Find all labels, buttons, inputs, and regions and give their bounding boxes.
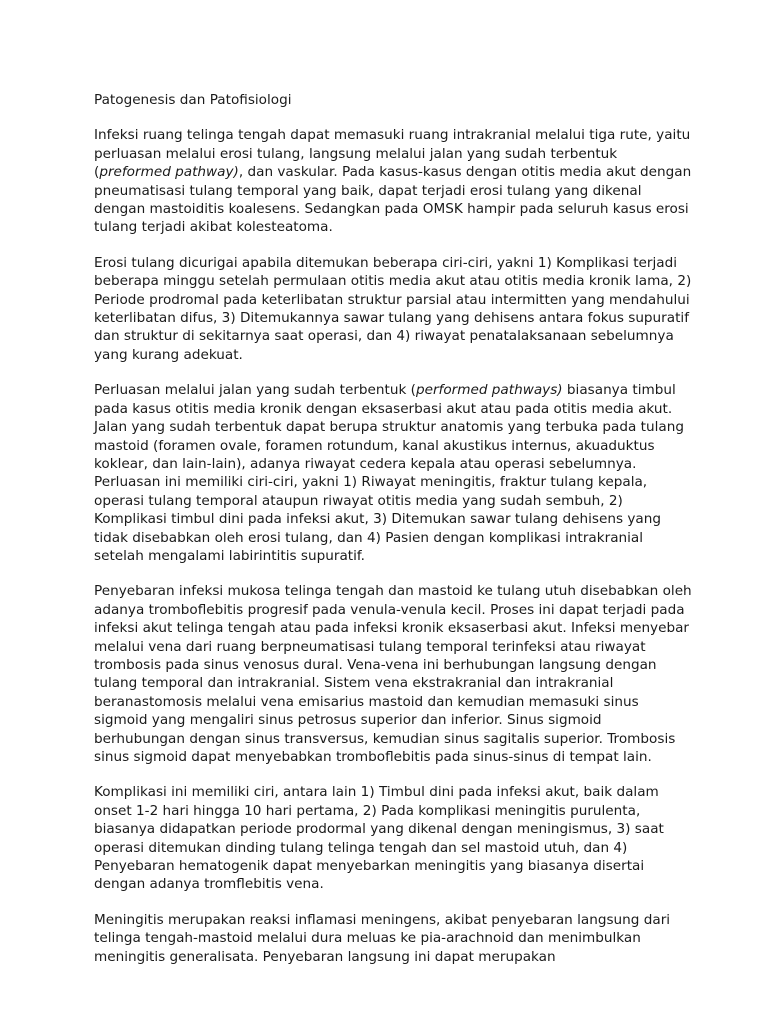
paragraph-text: biasanya timbul pada kasus otitis media kronik dengan eksaserbasi akut atau pada otitis media akut. Jalan yang sudah terbentuk dapat berupa struktur anatomis yang terbuka pada tulang mastoid (foramen ovale, foramen rotundum, kanal akustikus internus, akuaduktus koklear, dan lain-lain), adanya riwayat cedera kepala atau operasi sebelumnya. Perluasan ini memiliki ciri-ciri, yakni 1) Riwayat meningitis, fraktur tulang kepala, operasi tulang temporal ataupun riwayat otitis media yang sudah sembuh, 2) Komplikasi timbul dini pada infeksi akut, 3) Ditemukan sawar tulang dehisens yang tidak disebabkan oleh erosi tulang, dan 4) Pasien dengan komplikasi intrakranial setelah mengalami labirintitis supuratif. — [94, 382, 684, 564]
paragraph-meningitis: Meningitis merupakan reaksi inflamasi meningens, akibat penyebaran langsung dari telinga tengah-mastoid melalui dura meluas ke pia-arachnoid dan menimbulkan meningitis generalisata. Penyebaran langsung ini dapat merupakan — [94, 911, 671, 965]
paragraph-bone-erosion: Erosi tulang dicurigai apabila ditemukan beberapa ciri-ciri, yakni 1) Komplikasi terjadi beberapa minggu setelah permulaan otitis media akut atau otitis media kronik lama, 2) Periode prodromal pada keterlibatan struktur parsial atau intermitten yang mendahului keterlibatan difus, 3) Ditemukannya sawar tulang yang dehisens antara fokus supuratif dan struktur di sekitarnya saat operasi, dan 4) riwayat penatalaksanaan sebelumnya yang kurang adekuat. — [94, 254, 692, 363]
italic-term: preformed pathway) — [99, 164, 239, 181]
paragraph-routes-of-infection — [94, 126, 694, 236]
document-page — [94, 91, 694, 983]
paragraph-vascular-spread: Penyebaran infeksi mukosa telinga tengah dan mastoid ke tulang utuh disebabkan oleh adanya tromboflebitis progresif pada venula-venula kecil. Proses ini dapat terjadi pada infeksi akut telinga tengah atau pada infeksi kronik eksaserbasi akut. Infeksi menyebar melalui vena dari ruang berpneumatisasi tulang temporal terinfeksi atau riwayat trombosis pada sinus venosus dural. Vena-vena ini berhubungan langsung dengan tulang temporal dan intrakranial. Sistem vena ekstrakranial dan intrakranial beranastomosis melalui vena emisarius mastoid dan kemudian memasuki sinus sigmoid yang mengaliri sinus petrosus superior dan inferior. Sinus sigmoid berhubungan dengan sinus transversus, kemudian sinus sagitalis superior. Trombosis sinus sigmoid dapat menyebabkan tromboflebitis pada sinus-sinus di tempat lain. — [94, 583, 692, 765]
paragraph-text: Perluasan melalui jalan yang sudah terbentuk ( — [94, 382, 416, 399]
paragraph-complication-features: Komplikasi ini memiliki ciri, antara lain 1) Timbul dini pada infeksi akut, baik dalam onset 1-2 hari hingga 10 hari pertama, 2) Pada komplikasi meningitis purulenta, biasanya didapatkan periode prodormal yang dikenal dengan meningismus, 3) saat operasi ditemukan dinding tulang telinga tengah dan sel mastoid utuh, dan 4) Penyebaran hematogenik dapat menyebarkan meningitis yang biasanya disertai dengan adanya tromflebitis vena. — [94, 784, 664, 893]
paragraph-performed-pathways — [94, 381, 694, 565]
section-heading: Patogenesis dan Patofisiologi — [94, 92, 292, 108]
paragraph-text: , dan vaskular. Pada kasus-kasus dengan otitis media akut dengan pneumatisasi tulang temporal yang baik, dapat terjadi erosi tulang yang dikenal dengan mastoiditis koalesens. Sedangkan pada OMSK hampir pada seluruh kasus erosi tulang terjadi akibat kolesteatoma. — [94, 164, 692, 236]
paragraph-text: Infeksi ruang telinga tengah dapat memasuki ruang intrakranial melalui tiga rute, yaitu perluasan melalui erosi tulang, langsung melalui jalan yang sudah terbentuk ( — [94, 127, 691, 181]
italic-term: performed pathways) — [415, 382, 563, 399]
